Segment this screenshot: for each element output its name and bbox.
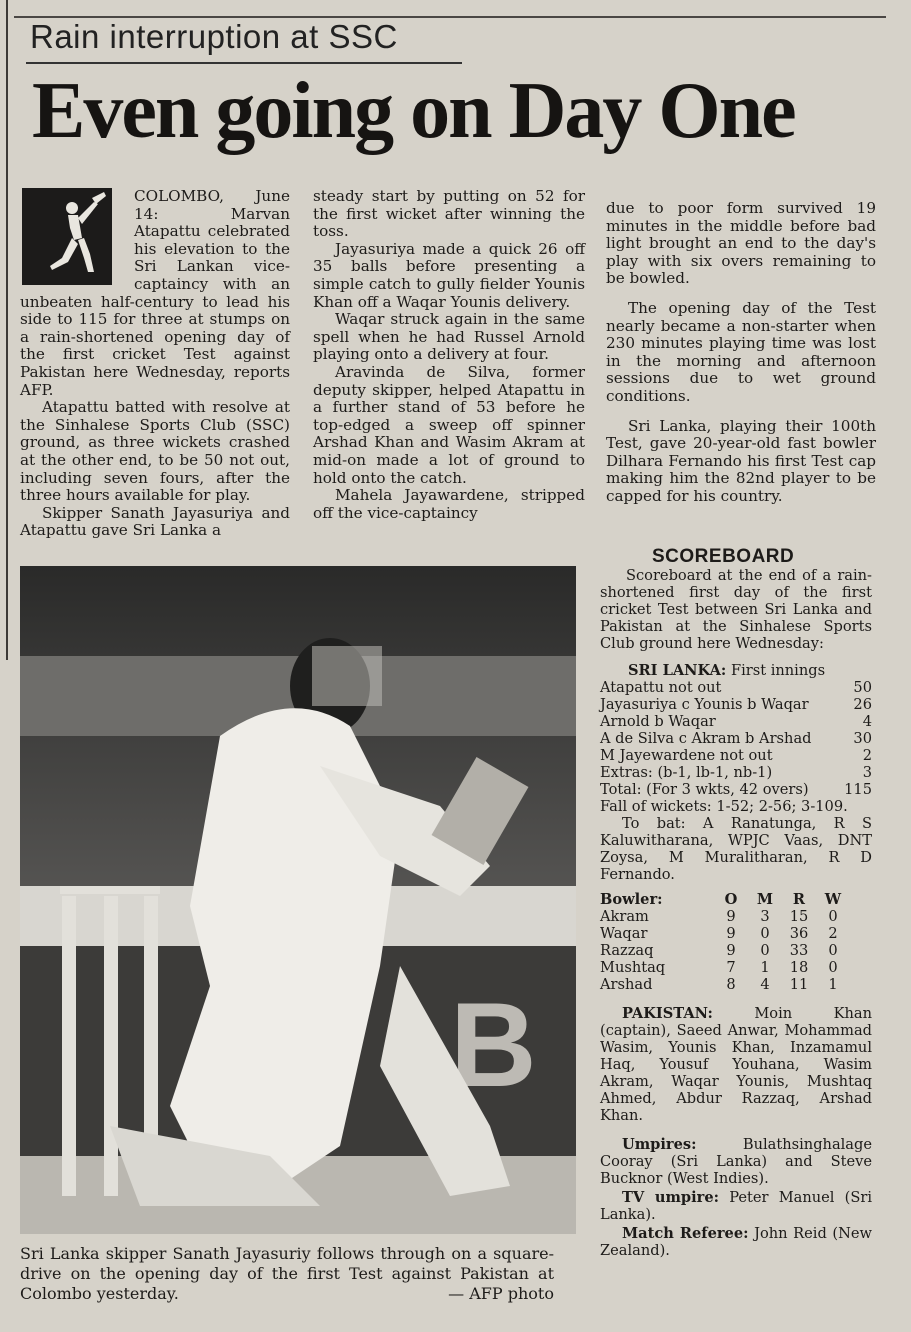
match-referee-name: John Reid (New Zealand). xyxy=(600,1225,872,1259)
umpires xyxy=(600,1136,872,1187)
bowler-name: Razzaq xyxy=(600,942,654,959)
bowling-cell: 7 xyxy=(726,959,736,976)
left-column-rule xyxy=(6,0,8,660)
umpires-names: Bulathsinghalage Cooray (Sri Lanka) and Steve Bucknor (West Indies). xyxy=(600,1136,872,1187)
batting-list xyxy=(600,679,872,798)
bowling-cell: 0 xyxy=(760,925,770,942)
total-label: Total: (For 3 wkts, 42 overs) xyxy=(600,781,809,798)
bowler-name: Akram xyxy=(600,908,649,925)
photo-credit: — AFP photo xyxy=(448,1284,554,1303)
cricket-photo xyxy=(20,566,576,1234)
kicker: Rain interruption at SSC xyxy=(30,18,398,55)
bowling-header: R xyxy=(792,891,806,908)
bowling-cell: 15 xyxy=(789,908,809,925)
bowling-cell: 0 xyxy=(828,942,838,959)
bowling-header: W xyxy=(824,891,842,908)
tv-umpire-name: Peter Manuel (Sri Lanka). xyxy=(600,1189,872,1223)
bowling-cell: 1 xyxy=(760,959,770,976)
bowling-cell: 18 xyxy=(789,959,809,976)
article-paragraph: steady start by putting on 52 for the first wicket after winning the toss. xyxy=(313,187,585,241)
bowling-cell: 36 xyxy=(789,925,809,942)
bowling-cell: 9 xyxy=(726,942,736,959)
innings-label: First innings xyxy=(730,662,826,679)
innings-header xyxy=(628,662,872,679)
article-column-1 xyxy=(20,188,290,540)
runs: 26 xyxy=(853,696,872,713)
bowling-cell: 0 xyxy=(828,908,838,925)
batting-row xyxy=(600,679,872,696)
cricket-logo-icon xyxy=(22,188,112,285)
runs: 115 xyxy=(844,781,872,798)
article-paragraph: Waqar struck again in the same spell when he had Russel Arnold playing onto a delivery at four. xyxy=(313,310,585,364)
article-paragraph: Mahela Jayawardene, stripped off the vice-captaincy xyxy=(313,486,585,522)
article-column-2 xyxy=(313,188,585,522)
batting-row xyxy=(600,713,872,730)
photo-caption xyxy=(20,1244,554,1304)
caption-text: Sri Lanka skipper Sanath Jayasuriy follows through on a square-drive on the opening day of the first Test against Pakistan at Colombo yesterday. xyxy=(20,1244,554,1303)
tv-umpire xyxy=(600,1189,872,1223)
bowling-header: Bowler: xyxy=(600,891,663,908)
article-paragraph: Skipper Sanath Jayasuriya and Atapattu gave Sri Lanka a xyxy=(20,503,290,540)
pakistan-label: PAKISTAN: xyxy=(622,1005,713,1022)
pakistan-squad xyxy=(600,1005,872,1124)
runs: 3 xyxy=(862,764,872,781)
bowling-cell: 0 xyxy=(760,942,770,959)
bowling-header: O xyxy=(724,891,738,908)
umpires-label: Umpires: xyxy=(622,1136,697,1153)
article-paragraph: Sri Lanka, playing their 100th Test, gave 20-year-old fast bowler Dilhara Fernando his first Test cap making him the 82nd player to be capped for his country. xyxy=(606,416,876,505)
bowler-name: Arshad xyxy=(600,976,653,993)
to-bat: To bat: A Ranatunga, R S Kaluwitharana, WPJC Vaas, DNT Zoysa, M Muralitharan, R D Fernando. xyxy=(600,815,872,883)
extras-row xyxy=(600,764,872,781)
pakistan-players: Moin Khan (captain), Saeed Anwar, Mohammad Wasim, Younis Khan, Inzamamul Haq, Yousuf Youhana, Wasim Akram, Waqar Younis, Mushtaq Ahmed, Abdur Razzaq, Arshad Khan. xyxy=(600,1005,872,1124)
kicker-underline xyxy=(26,62,462,64)
tv-umpire-label: TV umpire: xyxy=(622,1189,719,1206)
article-column-3 xyxy=(606,200,876,518)
article-paragraph: Atapattu batted with resolve at the Sinhalese Sports Club (SSC) ground, as three wickets crashed at the other end, to be 50 not out, including seven fours, after the three hours available for play. xyxy=(20,398,290,505)
scoreboard xyxy=(600,548,872,1259)
batting-row xyxy=(600,747,872,764)
match-referee-label: Match Referee: xyxy=(622,1225,749,1242)
batsman: M Jayewardene not out xyxy=(600,747,773,764)
scoreboard-title: SCOREBOARD xyxy=(652,546,795,567)
scoreboard-intro: Scoreboard at the end of a rain-shortened first day of the first cricket Test between Sri Lanka and Pakistan at the Sinhalese Sports Club ground here Wednesday: xyxy=(600,567,872,652)
bowling-cell: 4 xyxy=(760,976,770,993)
match-referee xyxy=(600,1225,872,1259)
article-paragraph: Aravinda de Silva, former deputy skipper, helped Atapattu in a further stand of 53 before he top-edged a sweep off spinner Arshad Khan and Wasim Akram at mid-on made a lot of ground to hold onto the catch. xyxy=(313,362,585,487)
article-paragraph: The opening day of the Test nearly became a non-starter when 230 minutes playing time was lost in the morning and afternoon sessions due to wet ground conditions. xyxy=(606,298,876,405)
bowling-table xyxy=(600,891,872,993)
team-label: SRI LANKA: xyxy=(628,662,727,679)
fall-of-wickets: Fall of wickets: 1-52; 2-56; 3-109. xyxy=(600,798,848,815)
bowling-cell: 11 xyxy=(789,976,809,993)
batting-row xyxy=(600,696,872,713)
headline: Even going on Day One xyxy=(32,67,795,155)
runs: 50 xyxy=(853,679,872,696)
total-row xyxy=(600,781,872,798)
bowling-cell: 9 xyxy=(726,925,736,942)
article-paragraph: due to poor form survived 19 minutes in the middle before bad light brought an end to the day's play with six overs remaining to be bowled. xyxy=(606,199,876,288)
bowling-cell: 8 xyxy=(726,976,736,993)
bowling-cell: 9 xyxy=(726,908,736,925)
runs: 4 xyxy=(862,713,872,730)
bowling-header: M xyxy=(756,891,774,908)
runs: 2 xyxy=(862,747,872,764)
batsman: Atapattu not out xyxy=(600,679,722,696)
bowler-name: Waqar xyxy=(600,925,648,942)
batting-row xyxy=(600,730,872,747)
svg-text:B: B xyxy=(450,978,537,1112)
bowling-cell: 33 xyxy=(789,942,809,959)
bowling-cell: 1 xyxy=(828,976,838,993)
batsman: Arnold b Waqar xyxy=(600,713,716,730)
bowling-cell: 3 xyxy=(760,908,770,925)
extras-label: Extras: (b-1, lb-1, nb-1) xyxy=(600,764,773,781)
bowling-cell: 2 xyxy=(828,925,838,942)
batsman: A de Silva c Akram b Arshad xyxy=(600,730,812,747)
article-paragraph: Jayasuriya made a quick 26 off 35 balls before presenting a simple catch to gully fielder Younis Khan off a Waqar Younis delivery. xyxy=(313,239,585,311)
bowling-cell: 0 xyxy=(828,959,838,976)
batsman: Jayasuriya c Younis b Waqar xyxy=(600,696,809,713)
runs: 30 xyxy=(853,730,872,747)
lead-paragraph: COLOMBO, June 14: Marvan Atapattu celebrated his elevation to the Sri Lankan vice-captaincy with an unbeaten half-century to lead his side to 115 for three at stumps on a rain-shortened opening day of the first cricket Test against Pakistan here Wednesday, reports AFP. xyxy=(20,187,290,399)
bowler-name: Mushtaq xyxy=(600,959,666,976)
